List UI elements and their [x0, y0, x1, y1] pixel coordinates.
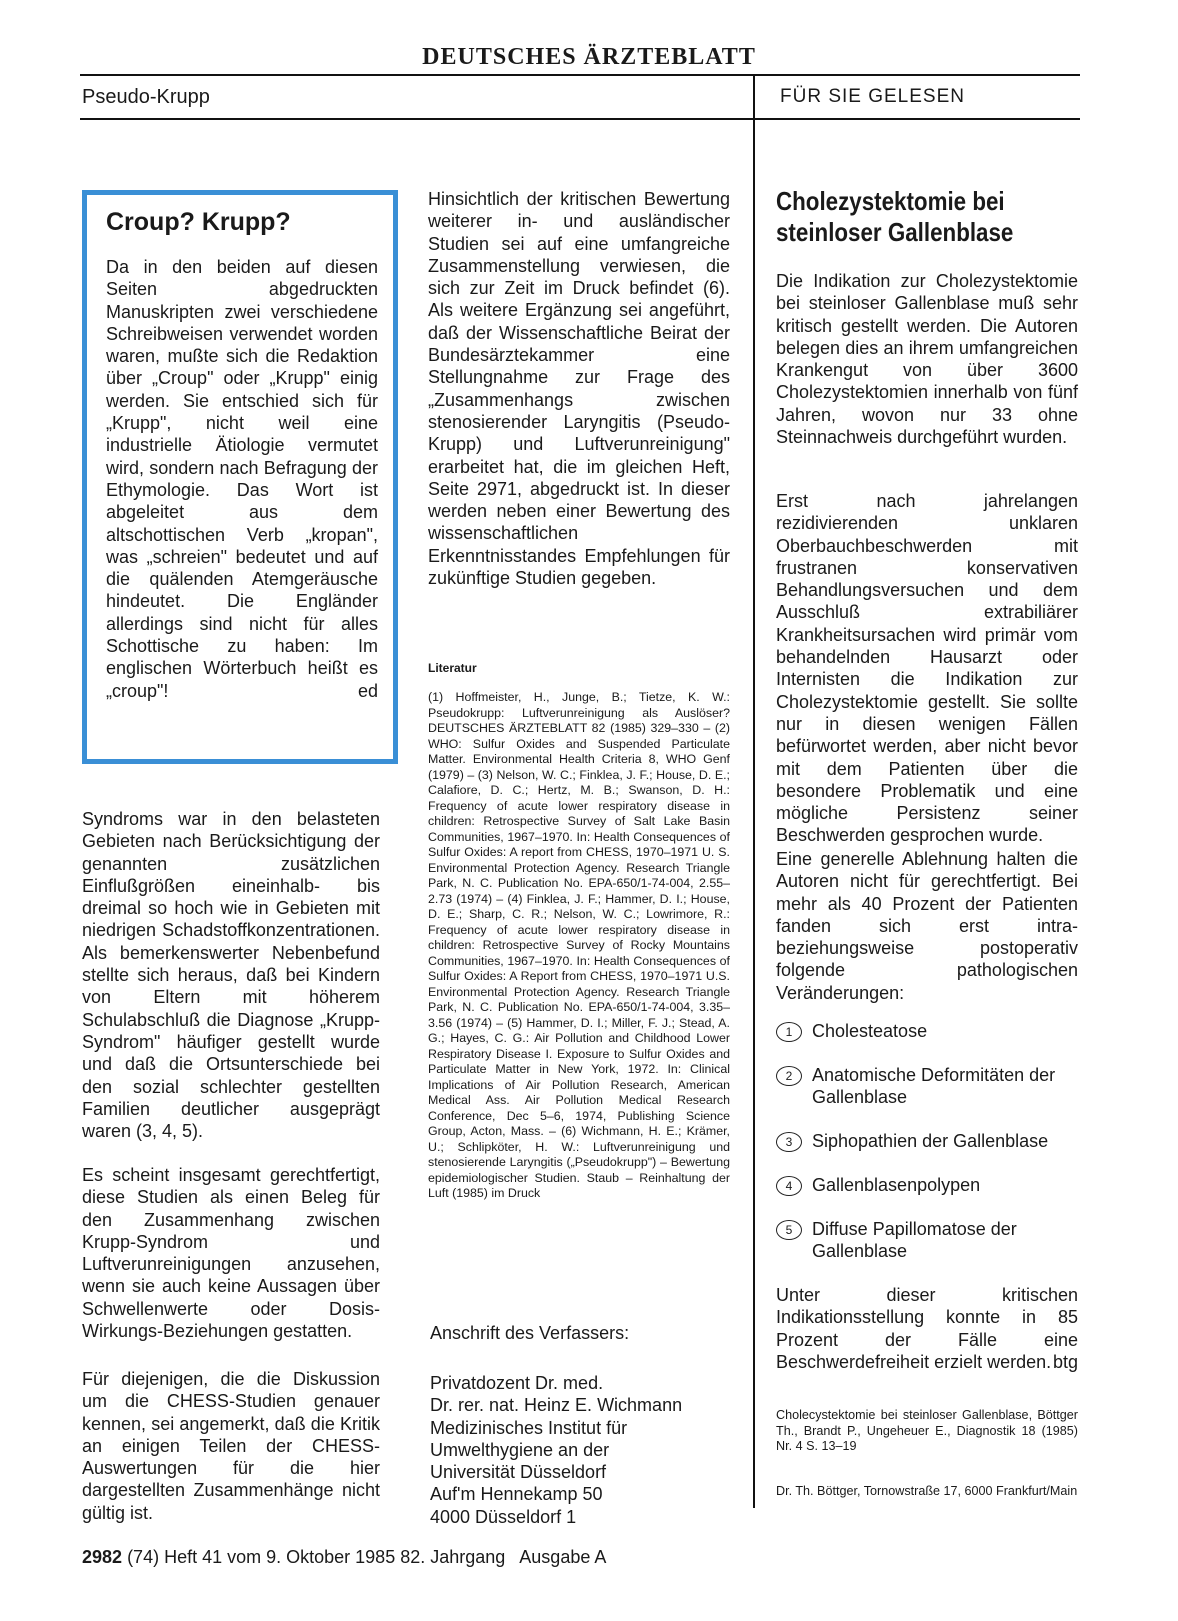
col3-paragraph-4-text: Unter dieser kritischen Indikationsstellung konnte in 85 Prozent der Fälle eine Beschwerdefreiheit erzielt werden.	[776, 1285, 1078, 1372]
literature-heading: Literatur	[428, 661, 477, 675]
list-item	[776, 1218, 1078, 1263]
circled-number: 1	[776, 1022, 802, 1042]
page-number: 2982	[82, 1547, 123, 1567]
section-label-right: FÜR SIE GELESEN	[780, 86, 965, 107]
circled-number: 4	[776, 1176, 802, 1196]
column-divider	[753, 76, 755, 1508]
author-contact: Dr. Th. Böttger, Tornowstraße 17, 6000 Frankfurt/Main	[776, 1484, 1078, 1498]
col1-paragraph-2: Es scheint insgesamt gerechtfertigt, diese Studien als einen Beleg für den Zusammenhang zwischen Krupp-Syndrom und Luftverunreinigungen anzusehen, wenn sie auch keine Aussagen über Schwellenwerte oder Dosis-Wirkungs-Beziehungen gestatten.	[82, 1165, 380, 1342]
address-heading: Anschrift des Verfassers:	[430, 1323, 630, 1343]
literature-list: (1) Hoffmeister, H., Junge, B.; Tietze, K. W.: Pseudokrupp: Luftverunreinigung als Auslöser? DEUTSCHES ÄRZTEBLATT 82 (1985) 329–330 – (2) WHO: Sulfur Oxides and Suspended Particulate Matter. Environmental Health Criteria 8, WHO Genf (1979) – (3) Nelson, W. C.; Finklea, J. F.; House, D. E.; Calafiore, D. C.; Hertz, M. B.; Swanson, D. H.: Frequency of acute lower respiratory disease in children: Retrospective Survey of Salt Lake Basin Communities, 1967–1970. In: Health Consequences of Sulfur Oxides: A report from CHESS, 1970–1971 U. S. Environmental Protection Agency. Research Triangle Park, N. C. Publication No. EPA-650/1-74-004, 2.55–2.73 (1974) – (4) Finklea, J. F.; Hammer, D. I.; House, D. E.; Sharp, C. R.; Nelson, W. C.; Lowrimore, R.: Frequency of acute lower respiratory disease in children: Retrospective Survey of Rocky Mountains Communities, 1967–1970. In: Health Consequences of Sulfur Oxides: A Report from CHESS, 1970–1971 U.S. Environmental Protection Agency. Research Triangle Park, N. C. Publication No. EPA-650/1-74-004, 3.35–3.56 (1974) – (5) Hammer, D. I.; Miller, F. J.; Stead, A. G.; Hayes, C. G.: Air Pollution and Childhood Lower Respiratory Disease I. Exposure to Sulfur Oxides and Particulate Matter in New York, 1972. In: Clinical Implications of Air Pollution Research, American Medical Ass. Air Pollution Medical Research Conference, Dec 5–6, 1974, Publishing Science Group, Acton, Mass. – (6) Wichmann, H. E.; Krämer, U.; Schlipköter, H. W.: Luftverunreinigung und stenosierende Laryngitis („Pseudokrupp") – Bewertung epidemiologischer Studien. Staub – Reinhaltung der Luft (1985) im Druck	[428, 690, 730, 1200]
list-item	[776, 1130, 1078, 1152]
col1-paragraph-1: Syndroms war in den belasteten Gebieten nach Berücksichtigung der genannten zusätzlichen Einflußgrößen eineinhalb- bis dreimal so hoch wie in Gebieten mit niedrigen Schadstoffkonzentrationen. Als bemerkenswerter Nebenbefund stellte sich heraus, daß bei Kindern von Eltern mit höherem Schulabschluß die Diagnose „Krupp-Syndrom" häufiger gestellt wurde und daß die Ortsunterschiede bei den sozial schlechter gestellten Familien deutlicher ausgeprägt waren (3, 4, 5).	[82, 809, 380, 1142]
circled-number: 5	[776, 1220, 802, 1240]
col3-paragraph-2: Erst nach jahrelangen rezidivierenden unklaren Oberbauchbeschwerden mit frustranen konservativen Behandlungsversuchen und dem Ausschluß extrabiliärer Krankheitsursachen wird primär vom behandelnden Hausarzt oder Internisten die Indikation zur Cholezystektomie gestellt. Sie sollte nur in diesen wenigen Fällen befürwortet werden, aber nicht bevor mit dem Patienten über die besondere Problematik und eine mögliche Persistenz seiner Beschwerden gesprochen wurde.	[776, 491, 1078, 846]
box-title: Croup? Krupp?	[106, 208, 291, 236]
col2-paragraph-1: Hinsichtlich der kritischen Bewertung weiterer in- und ausländischer Studien sei auf eine umfangreiche Zusammenstellung verwiesen, die sich zur Zeit im Druck befindet (6). Als weitere Ergänzung sei angeführt, daß der Wissenschaftliche Beirat der Bundesärztekammer eine Stellungnahme zur Frage des „Zusammenhangs zwischen stenosierender Laryngitis (Pseudo-Krupp) und Luftverunreinigung" erarbeitet hat, die im gleichen Heft, Seite 2971, abgedruckt ist. In dieser werden neben einer Bewertung des wissenschaftlichen Erkenntnisstandes Empfehlungen für zukünftige Studien gegeben.	[428, 189, 730, 589]
list-item	[776, 1174, 1078, 1196]
box-body: Da in den beiden auf diesen Seiten abgedruckten Manuskripten zwei verschiedene Schreibweisen verwendet worden waren, mußte sich die Redaktion über „Croup" oder „Krupp" einig werden. Sie entschied sich für „Krupp", nicht weil eine industrielle Ätiologie vermutet wird, sondern nach Befragung der Ethymologie. Das Wort ist abgeleitet aus dem altschottischen Verb „kropan", was „schreien" bedeutet und auf die quälenden Atemgeräusche hindeutet. Die Engländer allerdings sind nicht für alles Schottische zu haben: Im englischen Wörterbuch heißt es „croup"!	[106, 257, 378, 701]
circled-number: 2	[776, 1066, 802, 1086]
list-item	[776, 1064, 1078, 1109]
box-text	[106, 256, 378, 702]
list-item-text: Diffuse Papillomatose der Gallenblase	[812, 1219, 1017, 1262]
list-item-text: Anatomische Deformitäten der Gallenblase	[812, 1065, 1056, 1108]
header-rule-top	[80, 74, 1080, 76]
col3-paragraph-4	[776, 1284, 1078, 1373]
list-item-text: Gallenblasenpolypen	[812, 1175, 981, 1195]
author-address: Privatdozent Dr. med. Dr. rer. nat. Heinz E. Wichmann Medizinisches Institut für Umwelthygiene an der Universität Düsseldorf Auf'm Hennekamp 50 4000 Düsseldorf 1	[430, 1373, 683, 1527]
source-reference: Cholecystektomie bei steinloser Gallenblase, Böttger Th., Brandt P., Ungeheuer E., Diagnostik 18 (1985) Nr. 4 S. 13–19	[776, 1408, 1078, 1453]
col1-paragraph-3: Für diejenigen, die die Diskussion um die CHESS-Studien genauer kennen, sei angemerkt, daß die Kritik an einigen Teilen der CHESS-Auswertungen für die hier dargestellten Zusammenhänge nicht gültig ist.	[82, 1369, 380, 1523]
col3-paragraph-1: Die Indikation zur Cholezystektomie bei steinloser Gallenblase muß sehr kritisch gestellt werden. Die Autoren belegen dies an ihrem umfangreichen Krankengut von über 3600 Cholezystektomien innerhalb von fünf Jahren, wovon nur 33 ohne Steinnachweis durchgeführt wurden.	[776, 271, 1078, 448]
list-item-text: Cholesteatose	[812, 1021, 928, 1041]
header-rule-bottom	[80, 118, 1080, 120]
masthead: DEUTSCHES ÄRZTEBLATT	[422, 44, 756, 70]
list-item-text: Siphopathien der Gallenblase	[812, 1131, 1049, 1151]
article-title: Cholezystektomie bei steinloser Gallenblase	[776, 186, 1014, 247]
article-signature: btg	[1052, 1351, 1078, 1372]
section-label-left: Pseudo-Krupp	[82, 86, 210, 108]
page-footer	[82, 1547, 606, 1568]
box-signature: ed	[357, 680, 378, 701]
circled-number: 3	[776, 1132, 802, 1152]
col3-paragraph-3: Eine generelle Ablehnung halten die Autoren nicht für gerechtfertigt. Bei mehr als 40 Prozent der Patienten fanden sich erst intra- beziehungsweise postoperativ folgende pathologischen Veränderungen:	[776, 849, 1078, 1003]
issue-info: (74) Heft 41 vom 9. Oktober 1985 82. Jahrgang Ausgabe A	[127, 1547, 607, 1567]
list-item	[776, 1020, 1078, 1042]
